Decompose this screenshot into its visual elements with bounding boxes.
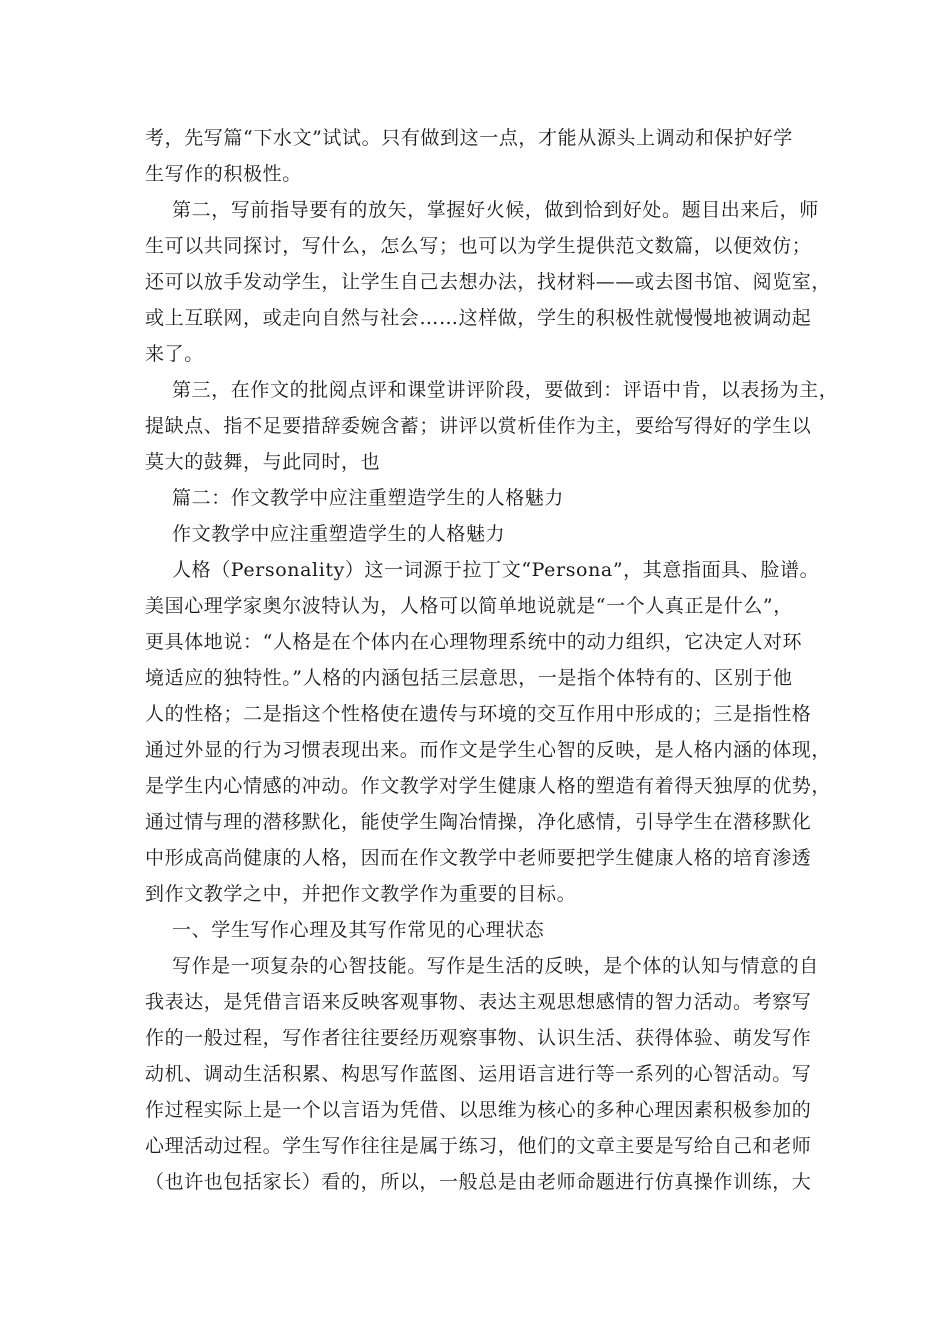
text-line: 提缺点、指不足要措辞委婉含蓄；讲评以赏析佳作为主，要给写得好的学生以 — [145, 415, 812, 437]
text-line: 或上互联网，或走向自然与社会……这样做，学生的积极性就慢慢地被调动起 — [145, 307, 812, 329]
text-line: 人的性格；二是指这个性格使在遗传与环境的交互作用中形成的；三是指性格 — [145, 703, 812, 725]
section-heading: 篇二：作文教学中应注重塑造学生的人格魅力 — [172, 487, 565, 509]
text-line: 境适应的独特性。”人格的内涵包括三层意思，一是指个体特有的、区别于他 — [145, 667, 793, 689]
text-line: 通过外显的行为习惯表现出来。而作文是学生心智的反映，是人格内涵的体现， — [145, 739, 832, 761]
paragraph-start-line: 人格（Personality）这一词源于拉丁文“Persona”，其意指面具、脸谱。 — [172, 559, 820, 581]
subsection-heading: 一、学生写作心理及其写作常见的心理状态 — [172, 919, 545, 941]
text-line: 我表达，是凭借言语来反映客观事物、表达主观思想感情的智力活动。考察写 — [145, 991, 812, 1013]
paragraph-start-line: 写作是一项复杂的心智技能。写作是生活的反映，是个体的认知与情意的自 — [172, 955, 819, 977]
text-line: 生写作的积极性。 — [145, 163, 302, 185]
paragraph-start-line: 第三，在作文的批阅点评和课堂讲评阶段，要做到：评语中肯，以表扬为主， — [172, 379, 839, 401]
text-line: 考，先写篇“下水文”试试。只有做到这一点，才能从源头上调动和保护好学 — [145, 127, 793, 149]
text-line: （也许也包括家长）看的，所以，一般总是由老师命题进行仿真操作训练，大 — [145, 1171, 812, 1193]
text-line: 是学生内心情感的冲动。作文教学对学生健康人格的塑造有着得天独厚的优势， — [145, 775, 832, 797]
text-line: 美国心理学家奥尔波特认为，人格可以简单地说就是“一个人真正是什么”， — [145, 595, 793, 617]
text-line: 作的一般过程，写作者往往要经历观察事物、认识生活、获得体验、萌发写作 — [145, 1027, 812, 1049]
text-line: 到作文教学之中，并把作文教学作为重要的目标。 — [145, 883, 577, 905]
text-line: 通过情与理的潜移默化，能使学生陶冶情操，净化感情，引导学生在潜移默化 — [145, 811, 812, 833]
text-line: 生可以共同探讨，写什么，怎么写；也可以为学生提供范文数篇，以便效仿； — [145, 235, 812, 257]
article-title: 作文教学中应注重塑造学生的人格魅力 — [172, 523, 506, 545]
text-line: 莫大的鼓舞，与此同时，也 — [145, 451, 381, 473]
text-line: 心理活动过程。学生写作往往是属于练习，他们的文章主要是写给自己和老师 — [145, 1135, 812, 1157]
text-line: 作过程实际上是一个以言语为凭借、以思维为核心的多种心理因素积极参加的 — [145, 1099, 812, 1121]
text-line: 中形成高尚健康的人格，因而在作文教学中老师要把学生健康人格的培育渗透 — [145, 847, 812, 869]
text-line: 动机、调动生活积累、构思写作蓝图、运用语言进行等一系列的心智活动。写 — [145, 1063, 812, 1085]
text-line: 还可以放手发动学生，让学生自己去想办法，找材料——或去图书馆、阅览室， — [145, 271, 832, 293]
text-line: 来了。 — [145, 343, 204, 365]
text-line: 更具体地说：“人格是在个体内在心理物理系统中的动力组织，它决定人对环 — [145, 631, 803, 653]
paragraph-start-line: 第二，写前指导要有的放矢，掌握好火候，做到恰到好处。题目出来后，师 — [172, 199, 819, 221]
